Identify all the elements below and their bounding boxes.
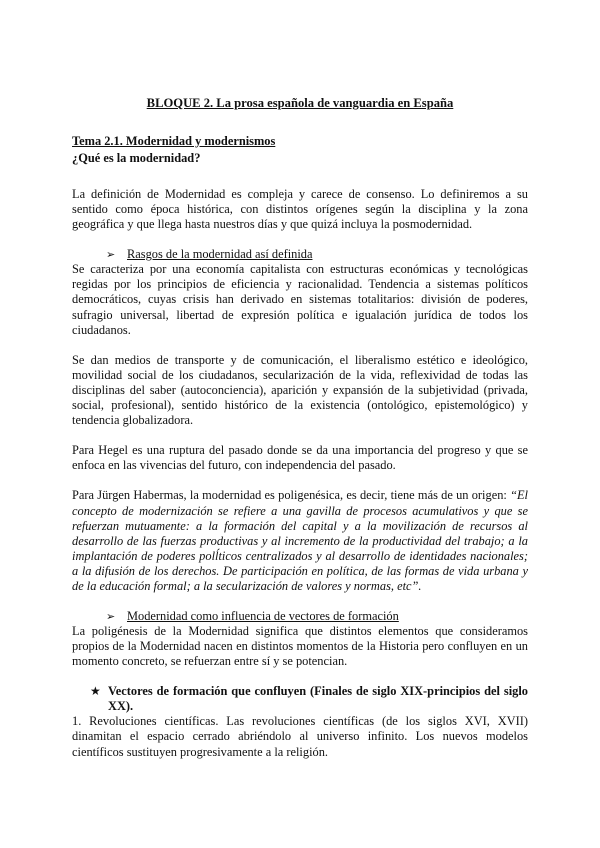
habermas-paragraph bbox=[72, 488, 528, 594]
topic-title: Tema 2.1. Modernidad y modernismos bbox=[72, 134, 276, 148]
section-heading-text: Vectores de formación que confluyen (Finales de siglo XIX-principios del siglo XX). bbox=[108, 684, 528, 714]
habermas-lead: Para Jürgen Habermas, la modernidad es poligenésica, es decir, tiene más de un origen: bbox=[72, 488, 511, 503]
document-title: BLOQUE 2. La prosa española de vanguardia en España bbox=[146, 96, 454, 110]
section-heading-text: Rasgos de la modernidad así definida bbox=[127, 247, 313, 262]
vectores-paragraph: La poligénesis de la Modernidad significa que distintos elementos que consideramos propios de la Modernidad nacen en distintos momentos de la Historia pero confluyen en un momento concreto, se refuerzan entre sí y se potencian. bbox=[72, 624, 528, 669]
revoluciones-paragraph: 1. Revoluciones científicas. Las revoluciones científicas (de los siglos XVI, XVII) dinamitan el espacio cerrado abriéndolo al universo infinito. Los nuevos modelos científicos sustituyen progresivamente a la religión. bbox=[72, 714, 528, 759]
habermas-quote: “El concepto de modernización se refiere a una gavilla de procesos acumulativos y que se refuerzan mutuamente: a la formación del capital y a la movilización de recursos al desarrollo de las fuerzas productivas y al incremento de la productividad del trabajo; a la implantación de poderes polĺticos centralizados y al desarrollo de identidades nacionales; a la difusión de los derechos. De participación en política, de las formas de vida urbana y de la educación formal; a la secularización de valores y normas, etc”. bbox=[72, 488, 528, 593]
rasgos-paragraph-2: Se dan medios de transporte y de comunicación, el liberalismo estético e ideológico, movilidad social de los ciudadanos, secularización de la vida, reflexividad de todas las disciplinas del saber (autoconciencia), aparición y expansión de la subjetividad (privada, social, profesional), sentido histórico de la existencia (ontológico, epistemológico) y tendencia globalizadora. bbox=[72, 352, 528, 428]
section-heading-rasgos bbox=[106, 247, 528, 262]
rasgos-paragraph-1: Se caracteriza por una economía capitalista con estructuras económicas y tecnológicas regidas por los principios de eficiencia y racionalidad. Tendencia a sistemas políticos democráticos, cuyas crisis han derivado en sistemas totalitarios: división de poderes, sufragio universal, libertad de expresión política e igualación jurídica de todos los ciudadanos. bbox=[72, 262, 528, 337]
intro-paragraph: La definición de Modernidad es compleja y carece de consenso. Lo definiremos a su sentido como época histórica, con distintos orígenes según la disciplina y la zona geográfica y que llega hasta nuestros días y que quizá incluya la posmodernidad. bbox=[72, 187, 528, 232]
section-heading-vectores bbox=[106, 609, 528, 624]
arrow-bullet-icon: ➢ bbox=[106, 248, 116, 262]
topic-question: ¿Qué es la modernidad? bbox=[72, 151, 201, 165]
section-heading-confluyen bbox=[90, 684, 528, 714]
star-bullet-icon: ★ bbox=[90, 684, 101, 699]
section-heading-text: Modernidad como influencia de vectores de formación bbox=[127, 609, 399, 624]
hegel-paragraph: Para Hegel es una ruptura del pasado donde se da una importancia del progreso y que se enfoca en las vivencias del futuro, con independencia del pasado. bbox=[72, 443, 528, 473]
arrow-bullet-icon: ➢ bbox=[106, 610, 116, 624]
